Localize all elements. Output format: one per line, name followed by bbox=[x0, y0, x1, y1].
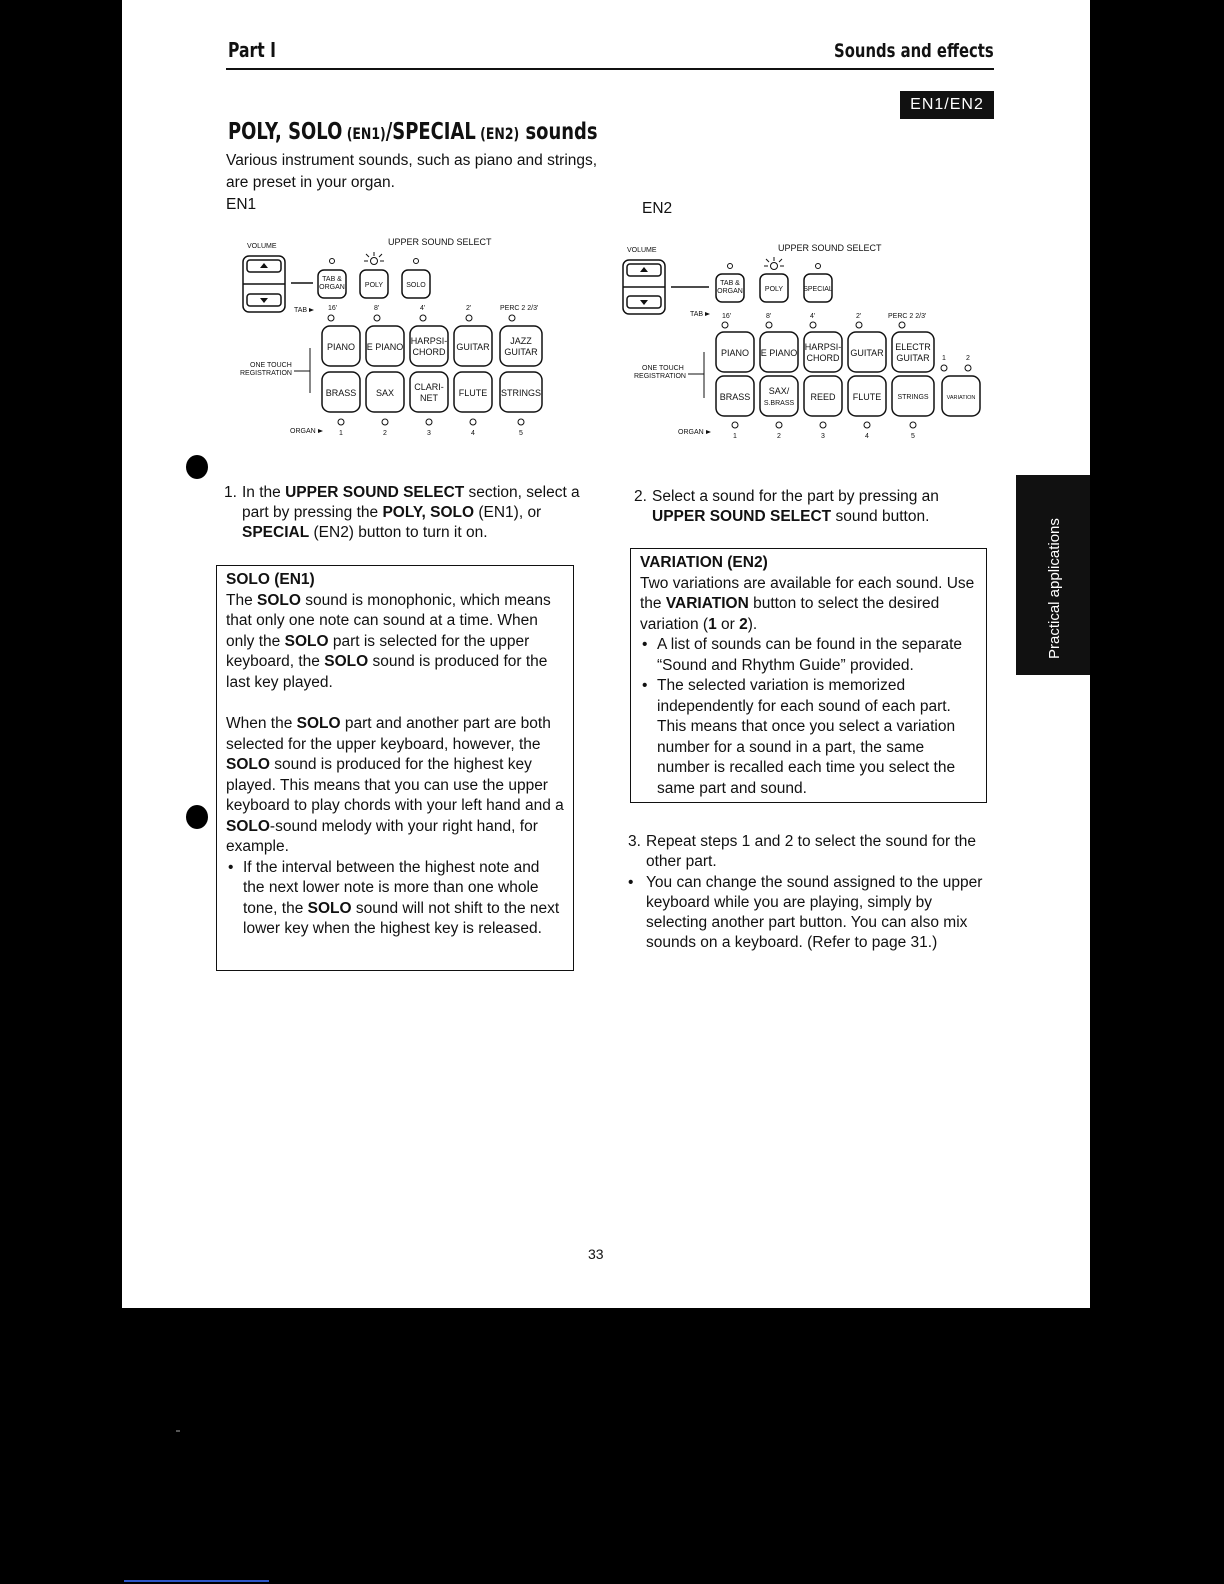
variation-note-box bbox=[630, 548, 987, 803]
svg-text:VOLUME: VOLUME bbox=[627, 247, 657, 254]
svg-text:POLY: POLY bbox=[764, 286, 784, 293]
en2-panel-diagram bbox=[620, 236, 990, 446]
volume-down-icon bbox=[640, 300, 648, 305]
svg-text:4: 4 bbox=[865, 433, 869, 440]
header-section: Sounds and effects bbox=[834, 40, 994, 62]
lit-indicator-icon bbox=[764, 257, 784, 266]
svg-text:TAB &: TAB & bbox=[720, 280, 740, 287]
svg-text:TAB &: TAB & bbox=[322, 276, 342, 283]
harpsichord-button bbox=[804, 332, 842, 372]
solo-box-bullet: • If the interval between the highest note and the next lower note is more than one whole tone, the SOLO sound will not shift to the next lower key when the highest key is released. bbox=[226, 858, 564, 940]
svg-text:5: 5 bbox=[911, 433, 915, 440]
header-rule bbox=[226, 68, 994, 70]
svg-text:GUITAR: GUITAR bbox=[504, 347, 538, 357]
manual-page bbox=[122, 0, 1090, 1308]
svg-text:SAX: SAX bbox=[375, 388, 395, 398]
variation-box-paragraph: Two variations are available for each sound. Use the VARIATION button to select the desired variation (1 or 2). bbox=[640, 574, 975, 633]
svg-text:16': 16' bbox=[722, 313, 732, 320]
svg-text:8': 8' bbox=[766, 313, 772, 320]
svg-text:ONE TOUCH: ONE TOUCH bbox=[250, 362, 292, 369]
svg-text:TAB: TAB bbox=[690, 311, 704, 318]
page-title: POLY, SOLO (EN1)/SPECIAL (EN2) sounds bbox=[228, 119, 598, 145]
svg-text:ORGAN: ORGAN bbox=[678, 429, 704, 436]
volume-up-icon bbox=[640, 267, 648, 272]
en2-label: EN2 bbox=[642, 200, 673, 217]
svg-text:4: 4 bbox=[471, 430, 475, 437]
svg-text:ELECTR: ELECTR bbox=[895, 342, 931, 352]
svg-text:2': 2' bbox=[466, 305, 472, 312]
solo-box-paragraph-2: When the SOLO part and another part are both selected for the upper keyboard, however, the SOLO sound is produced for the highest key played. This means that you can use the upper keyboard to play chords with your left hand and a SOLO-sound melody with your right hand, for example. bbox=[226, 715, 564, 855]
binding-hole-lower bbox=[186, 805, 208, 829]
lit-indicator-icon bbox=[364, 252, 384, 261]
svg-text:E PIANO: E PIANO bbox=[760, 348, 798, 358]
svg-text:PIANO: PIANO bbox=[326, 342, 356, 352]
svg-text:S.BRASS: S.BRASS bbox=[763, 400, 795, 407]
svg-text:PIANO: PIANO bbox=[720, 348, 750, 358]
intro-text: Various instrument sounds, such as piano and strings, are preset in your organ. bbox=[226, 152, 598, 191]
jazz-guitar-button bbox=[500, 326, 542, 366]
svg-text:BRASS: BRASS bbox=[719, 392, 751, 402]
svg-text:16': 16' bbox=[328, 305, 338, 312]
svg-text:GUITAR: GUITAR bbox=[850, 348, 884, 358]
solo-box-paragraph-1: The SOLO sound is monophonic, which means that only one note can sound at a time. When only the SOLO part is selected for the upper keyboard, the SOLO sound is produced for the last key played. bbox=[226, 591, 551, 691]
svg-text:VARIATION: VARIATION bbox=[946, 395, 976, 401]
svg-text:3: 3 bbox=[821, 433, 825, 440]
volume-label: VOLUME bbox=[247, 243, 277, 250]
svg-text:2: 2 bbox=[383, 430, 387, 437]
svg-text:STRINGS: STRINGS bbox=[500, 388, 542, 398]
svg-text:NET: NET bbox=[420, 393, 438, 403]
en1-panel-diagram bbox=[238, 230, 558, 440]
solo-note-box bbox=[216, 565, 574, 971]
svg-text:GUITAR: GUITAR bbox=[896, 353, 930, 363]
svg-text:4': 4' bbox=[420, 305, 426, 312]
section-side-tab: Practical applications bbox=[1016, 475, 1090, 675]
svg-text:2: 2 bbox=[777, 433, 781, 440]
svg-text:5: 5 bbox=[519, 430, 523, 437]
binding-hole-upper bbox=[186, 455, 208, 479]
svg-text:ORGAN: ORGAN bbox=[717, 288, 743, 295]
svg-text:PERC 2 2/3': PERC 2 2/3' bbox=[500, 305, 539, 312]
svg-text:ORGAN: ORGAN bbox=[290, 428, 316, 435]
harpsichord-button bbox=[410, 326, 448, 366]
svg-text:4': 4' bbox=[810, 313, 816, 320]
sax-sbrass-button bbox=[760, 376, 798, 416]
svg-text:3: 3 bbox=[427, 430, 431, 437]
svg-text:HARPSI-: HARPSI- bbox=[804, 342, 842, 352]
scan-mark bbox=[176, 1430, 180, 1432]
upper-sound-select-label: UPPER SOUND SELECT bbox=[388, 237, 492, 247]
volume-down-icon bbox=[260, 298, 268, 303]
step-2: 2. Select a sound for the part by pressing an UPPER SOUND SELECT sound button. bbox=[634, 488, 939, 525]
svg-text:JAZZ: JAZZ bbox=[510, 336, 532, 346]
svg-text:CHORD: CHORD bbox=[806, 353, 840, 363]
svg-text:REGISTRATION: REGISTRATION bbox=[634, 373, 686, 380]
svg-text:FLUTE: FLUTE bbox=[458, 388, 488, 398]
step-1: 1. In the UPPER SOUND SELECT section, select a part by pressing the POLY, SOLO (EN1), or SPECIAL (EN2) button to turn it on. bbox=[224, 484, 580, 541]
svg-text:1: 1 bbox=[733, 433, 737, 440]
svg-text:8': 8' bbox=[374, 305, 380, 312]
volume-up-icon bbox=[260, 263, 268, 268]
svg-text:FLUTE: FLUTE bbox=[852, 392, 882, 402]
svg-text:PERC 2 2/3': PERC 2 2/3' bbox=[888, 313, 927, 320]
electric-guitar-button bbox=[892, 332, 934, 372]
svg-text:ORGAN: ORGAN bbox=[319, 284, 345, 291]
svg-text:CLARI-: CLARI- bbox=[414, 382, 444, 392]
step-3: 3. Repeat steps 1 and 2 to select the sound for the other part. bbox=[628, 833, 977, 870]
svg-text:ONE TOUCH: ONE TOUCH bbox=[642, 365, 684, 372]
svg-text:REGISTRATION: REGISTRATION bbox=[240, 370, 292, 377]
svg-text:BRASS: BRASS bbox=[325, 388, 357, 398]
en1-label: EN1 bbox=[226, 196, 257, 213]
svg-text:UPPER SOUND SELECT: UPPER SOUND SELECT bbox=[778, 243, 882, 253]
svg-text:1: 1 bbox=[339, 430, 343, 437]
variation-box-bullet-2: • The selected variation is memorized independently for each sound of each part. This means that once you select a variation number for a sound in a part, the same number is recalled each time you select the same part and sound. bbox=[640, 676, 977, 799]
svg-text:2: 2 bbox=[966, 355, 970, 362]
svg-text:TAB: TAB bbox=[294, 307, 308, 314]
svg-text:CHORD: CHORD bbox=[412, 347, 446, 357]
svg-text:POLY: POLY bbox=[364, 282, 384, 289]
svg-text:SAX/: SAX/ bbox=[768, 386, 790, 396]
svg-text:2': 2' bbox=[856, 313, 862, 320]
final-bullet: • You can change the sound assigned to the upper keyboard while you are playing, simply by selecting another part button. You can also mix sounds on a keyboard. (Refer to page 31.) bbox=[628, 874, 983, 951]
clarinet-button bbox=[410, 372, 448, 412]
svg-text:REED: REED bbox=[810, 392, 836, 402]
svg-text:STRINGS: STRINGS bbox=[897, 394, 929, 401]
variation-box-heading: VARIATION (EN2) bbox=[640, 554, 768, 571]
svg-text:E PIANO: E PIANO bbox=[366, 342, 404, 352]
header-part: Part I bbox=[228, 38, 276, 62]
svg-text:SOLO: SOLO bbox=[406, 282, 426, 289]
svg-text:SPECIAL: SPECIAL bbox=[803, 286, 833, 293]
svg-text:HARPSI-: HARPSI- bbox=[410, 336, 448, 346]
variation-box-bullet-1: • A list of sounds can be found in the separate “Sound and Rhythm Guide” provided. bbox=[640, 635, 977, 676]
model-badge: EN1/EN2 bbox=[900, 91, 994, 119]
scan-edge-line bbox=[124, 1580, 269, 1582]
page-number: 33 bbox=[588, 1246, 604, 1262]
svg-text:GUITAR: GUITAR bbox=[456, 342, 490, 352]
svg-text:1: 1 bbox=[942, 355, 946, 362]
solo-box-heading: SOLO (EN1) bbox=[226, 571, 315, 588]
